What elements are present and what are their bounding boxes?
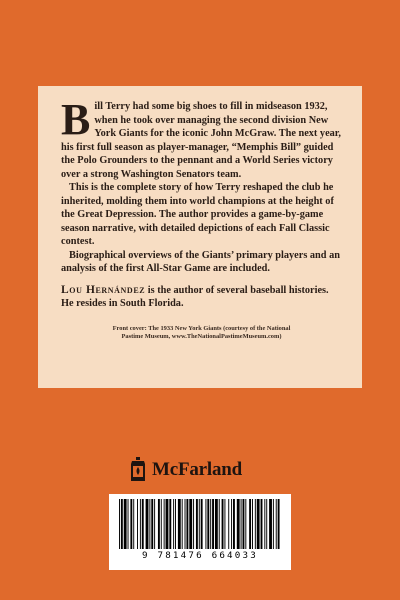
- barcode-bars: [117, 499, 283, 551]
- barcode-bar: [276, 499, 277, 549]
- barcode-bar: [196, 499, 198, 549]
- barcode-bar: [164, 499, 165, 549]
- barcode-bar: [199, 499, 200, 549]
- barcode-bar: [133, 499, 134, 549]
- barcode-bar: [245, 499, 246, 549]
- barcode-bar: [149, 499, 150, 549]
- barcode-bar: [228, 499, 229, 549]
- blurb-panel: [38, 86, 362, 388]
- blurb-paragraph-1: [61, 95, 342, 181]
- barcode-bar: [231, 499, 232, 549]
- barcode-bar: [201, 499, 203, 549]
- barcode-bar: [212, 499, 214, 549]
- barcode-bar: [210, 499, 211, 549]
- barcode-bar: [224, 499, 225, 549]
- barcode-bar: [124, 499, 127, 549]
- barcode-bar: [121, 499, 123, 549]
- barcode-bar: [128, 499, 129, 549]
- author-name: Lou Hernández: [61, 283, 146, 296]
- barcode-bar: [151, 499, 153, 549]
- cover-credit-line-1: Front cover: The 1933 New York Giants (courtesy of the National: [112, 324, 291, 332]
- cover-credit-line-2: Pastime Museum, www.TheNationalPastimeMuseum.com): [121, 333, 282, 340]
- blurb-paragraph-1-text: ill Terry had some big shoes to fill in midseason 1932, when he took over managing the second division New York Giants for the iconic John McGraw. The next year, his first full season as player-manager, “Memphis Bill” guided the Polo Grounders to the pennant and a World Series victory over a strong Washington Senators team.: [61, 101, 342, 180]
- barcode-bar: [161, 499, 162, 549]
- lantern-icon: [128, 457, 148, 483]
- barcode-bar: [182, 499, 183, 549]
- barcode-bar: [252, 499, 253, 549]
- barcode-bar: [189, 499, 192, 549]
- barcode-bar: [222, 499, 224, 549]
- barcode-bar: [166, 499, 169, 549]
- barcode-bar: [137, 499, 138, 549]
- barcode-bar: [178, 499, 181, 549]
- barcode-bar: [154, 499, 155, 549]
- barcode-bar: [266, 499, 267, 549]
- barcode-bar: [241, 499, 242, 549]
- barcode-bar: [142, 499, 144, 549]
- barcode-bar: [169, 499, 171, 549]
- barcode-bar: [215, 499, 218, 549]
- barcode-bar: [185, 499, 186, 549]
- barcode-bar: [146, 499, 149, 549]
- barcode-bar: [119, 499, 120, 549]
- author-bio: [61, 284, 342, 311]
- isbn-barcode: [109, 494, 291, 570]
- barcode-bar: [255, 499, 256, 549]
- barcode-bar: [233, 499, 235, 549]
- barcode-bar: [205, 499, 206, 549]
- barcode-bar: [261, 499, 263, 549]
- cover-credit: [61, 325, 342, 342]
- publisher-name: McFarland: [152, 459, 243, 480]
- barcode-bar: [219, 499, 220, 549]
- barcode-bar: [175, 499, 176, 549]
- barcode-bar: [273, 499, 274, 549]
- publisher-logo: [128, 455, 278, 485]
- barcode-bar: [140, 499, 141, 549]
- barcode-bar: [237, 499, 240, 549]
- barcode-bar: [243, 499, 245, 549]
- barcode-bar: [193, 499, 194, 549]
- author-bio-text: is the author of several baseball histories. He resides in South Florida.: [61, 284, 329, 309]
- barcode-bar: [257, 499, 260, 549]
- barcode-bar: [173, 499, 174, 549]
- barcode-bar: [207, 499, 209, 549]
- barcode-bar: [186, 499, 188, 549]
- isbn-digits: 9 781476 664033: [142, 550, 258, 561]
- drop-cap: B: [61, 95, 91, 144]
- barcode-bar: [278, 499, 280, 549]
- blurb-paragraph-2: This is the complete story of how Terry reshaped the club he inherited, molding them into world champions at the height of the Great Depression. The author provides a game-by-game season narrative, with detailed depictions of each Fall Classic contest.: [61, 182, 334, 247]
- barcode-bar: [158, 499, 160, 549]
- barcode-bar: [130, 499, 132, 549]
- barcode-bar: [249, 499, 251, 549]
- blurb-paragraph-3: Biographical overviews of the Giants’ primary players and an analysis of the first All-Star Game are included.: [61, 249, 340, 274]
- barcode-bar: [269, 499, 272, 549]
- blurb-text: [61, 95, 342, 276]
- barcode-bar: [264, 499, 265, 549]
